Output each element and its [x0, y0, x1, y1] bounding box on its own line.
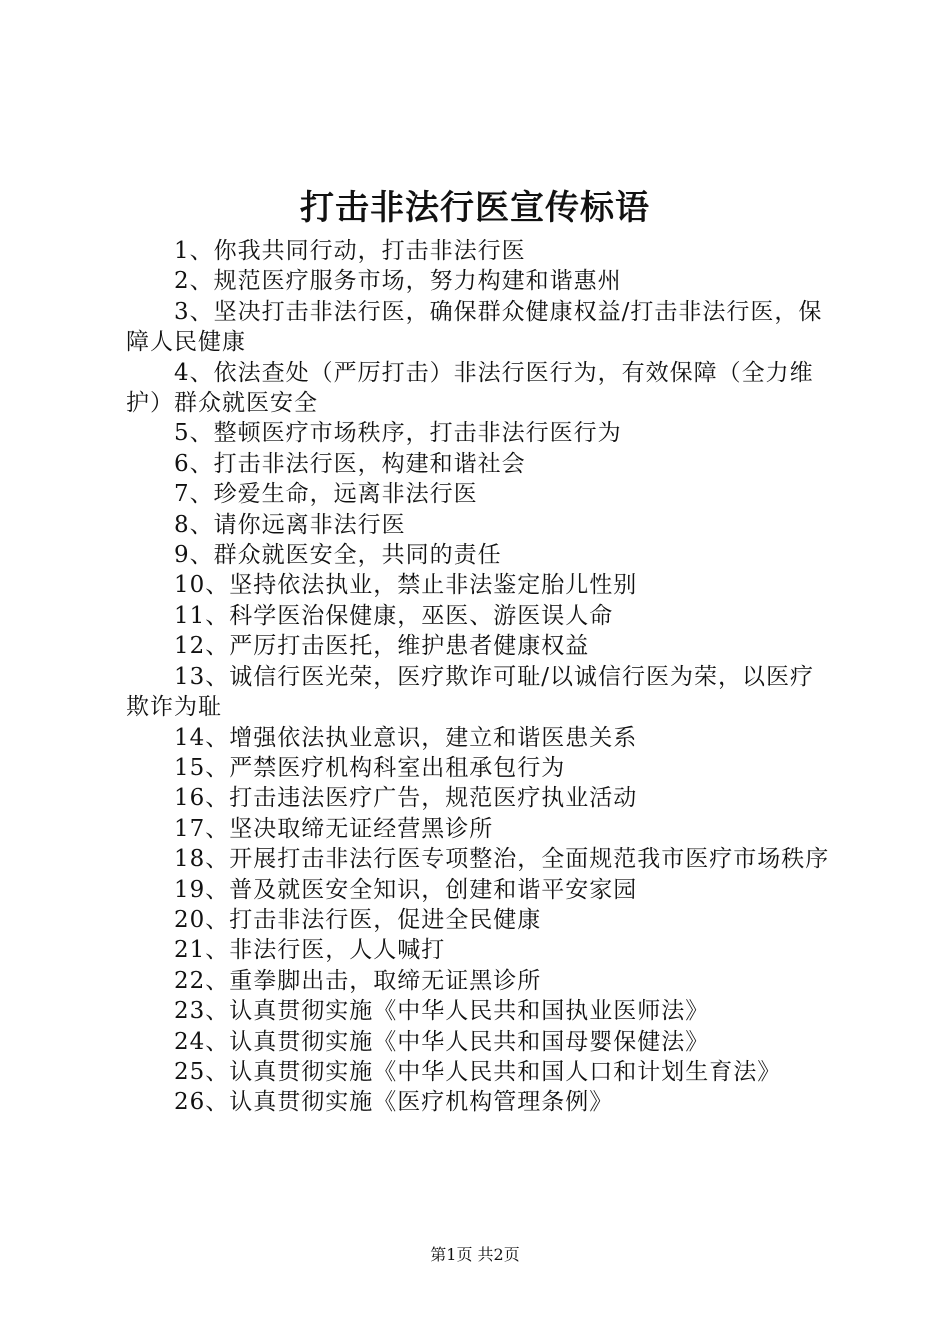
list-item: 15、严禁医疗机构科室出租承包行为: [174, 754, 566, 781]
page-title: 打击非法行医宣传标语: [300, 188, 650, 228]
list-item: 6、打击非法行医，构建和谐社会: [174, 450, 526, 477]
list-item: 12、严厉打击医托，维护患者健康权益: [174, 633, 590, 660]
list-item: 9、群众就医安全，共同的责任: [174, 542, 502, 569]
list-item: 1、你我共同行动，打击非法行医: [174, 238, 526, 264]
list-item: 22、重拳脚出击，取缔无证黑诊所: [174, 967, 542, 994]
list-item: 10、坚持依法执业，禁止非法鉴定胎儿性别: [174, 572, 638, 599]
list-item: 4、依法查处（严厉打击）非法行医行为，有效保障（全力维护）群众就医安全: [126, 359, 814, 417]
slogan-list: [126, 236, 836, 1118]
list-item: 2、规范医疗服务市场，努力构建和谐惠州: [174, 268, 622, 295]
list-item: 18、开展打击非法行医专项整治，全面规范我市医疗市场秩序: [174, 846, 830, 873]
list-item: 11、科学医治保健康，巫医、游医误人命: [174, 602, 614, 629]
list-item: 23、认真贯彻实施《中华人民共和国执业医师法》: [174, 998, 710, 1025]
list-item: 26、认真贯彻实施《医疗机构管理条例》: [174, 1089, 614, 1116]
list-item: 8、请你远离非法行医: [174, 511, 406, 538]
list-item: 13、诚信行医光荣，医疗欺诈可耻/以诚信行医为荣，以医疗欺诈为耻: [126, 663, 815, 721]
list-item: 5、整顿医疗市场秩序，打击非法行医行为: [174, 420, 622, 447]
list-item: 20、打击非法行医，促进全民健康: [174, 906, 542, 933]
list-item: 21、非法行医，人人喊打: [174, 937, 446, 964]
list-item: 14、增强依法执业意识，建立和谐医患关系: [174, 724, 638, 751]
page-number-footer: 第1页 共2页: [430, 1245, 520, 1264]
list-item: 25、认真贯彻实施《中华人民共和国人口和计划生育法》: [174, 1058, 782, 1085]
list-item: 3、坚决打击非法行医，确保群众健康权益/打击非法行医，保障人民健康: [126, 298, 823, 356]
list-item: 17、坚决取缔无证经营黑诊所: [174, 815, 494, 842]
list-item: 24、认真贯彻实施《中华人民共和国母婴保健法》: [174, 1028, 710, 1055]
list-item: 7、珍爱生命，远离非法行医: [174, 481, 478, 508]
list-item: 16、打击违法医疗广告，规范医疗执业活动: [174, 785, 638, 812]
list-item: 19、普及就医安全知识，创建和谐平安家园: [174, 876, 638, 903]
